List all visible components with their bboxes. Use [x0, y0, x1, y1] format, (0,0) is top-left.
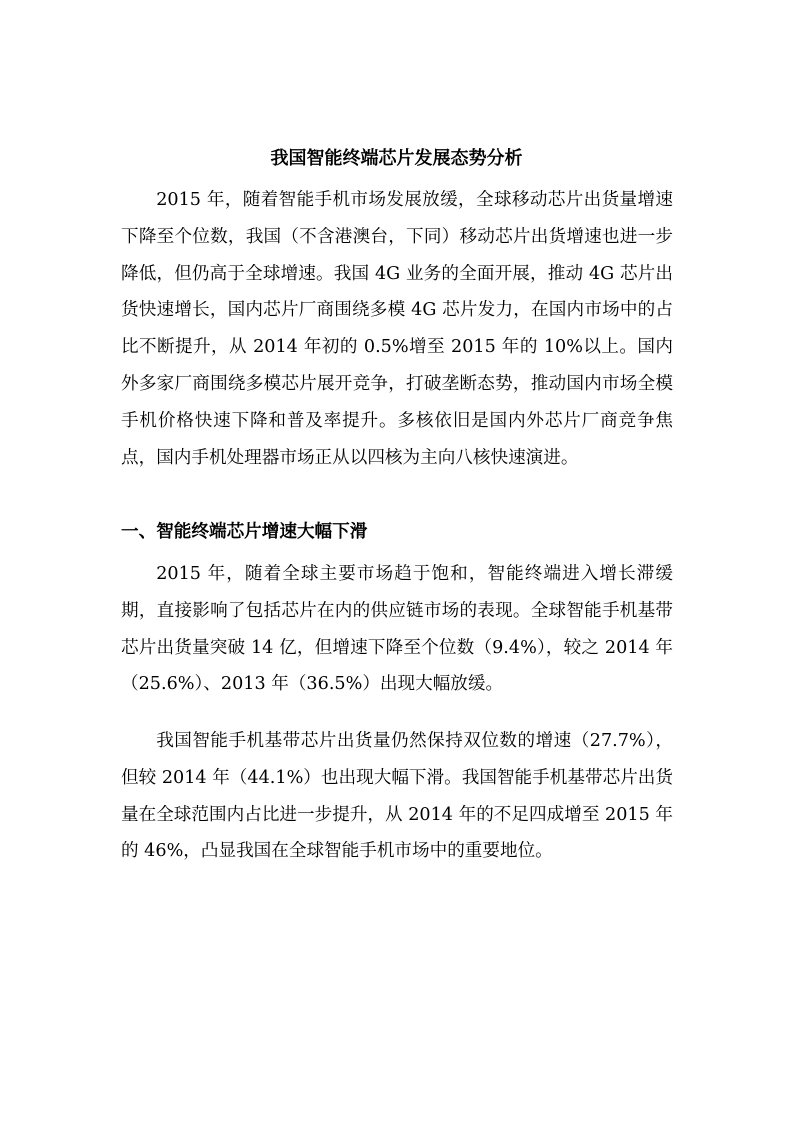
document-title: 我国智能终端芯片发展态势分析: [270, 148, 523, 169]
section-paragraph-2: 我国智能手机基带芯片出货量仍然保持双位数的增速（27.7%），但较 2014 年（44.1%）也出现大幅下滑。我国智能手机基带芯片出货量在全球范围内占比进一步提升，从 2014 年的不足四成增至 2015 年的 46%，凸显我国在全球智能手机市场中的重要地位。: [121, 731, 673, 862]
section-paragraph-1: 2015 年，随着全球主要市场趋于饱和，智能终端进入增长滞缓期，直接影响了包括芯片在内的供应链市场的表现。全球智能手机基带芯片出货量突破 14 亿，但增速下降至个位数（9.4%），较之 2014 年（25.6%）、2013 年（36.5%）出现大幅放缓。: [121, 564, 673, 695]
section-heading: 一、智能终端芯片增速大幅下滑: [121, 522, 368, 542]
intro-paragraph: 2015 年，随着智能手机市场发展放缓，全球移动芯片出货量增速下降至个位数，我国（不含港澳台，下同）移动芯片出货增速也进一步降低，但仍高于全球增速。我国 4G 业务的全面开展，推动 4G 芯片出货快速增长，国内芯片厂商围绕多模 4G 芯片发力，在国内市场中的占比不断提升，从 2014 年初的 0.5%增至 2015 年的 10%以上。国内外多家厂商围绕多模芯片展开竞争，打破垄断态势，推动国内市场全模手机价格快速下降和普及率提升。多核依旧是国内外芯片厂商竞争焦点，国内手机处理器市场正从以四核为主向八核快速演进。: [121, 190, 673, 468]
